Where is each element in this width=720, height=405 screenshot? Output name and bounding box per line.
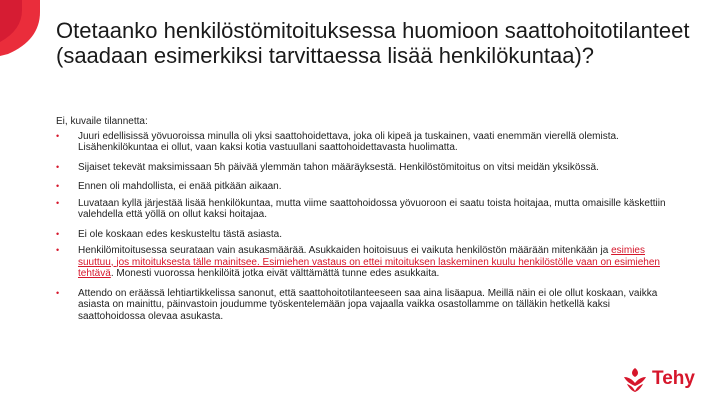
- list-item: [56, 181, 676, 193]
- bullet-marker: •: [56, 161, 60, 172]
- list-item-text: Ennen oli mahdollista, ei enää pitkään aikaan.: [78, 181, 282, 192]
- list-item: [56, 245, 676, 280]
- list-item: [56, 229, 676, 241]
- list-item-text-before: Henkilömitoitusessa seurataan vain asukasmäärää. Asukkaiden hoitoisuus ei vaikuta henkilöstön määrään mitenkään ja: [78, 245, 612, 256]
- bullet-marker: •: [56, 130, 60, 141]
- corner-decoration: [0, 0, 40, 56]
- tehy-emblem-icon: [622, 367, 648, 393]
- list-item-text: Sijaiset tekevät maksimissaan 5h päivää ylemmän tahon määräyksestä. Henkilöstömitoitus on vitsi meidän yksikössä.: [78, 161, 599, 173]
- bullet-marker: •: [56, 228, 60, 239]
- tehy-logo: [622, 366, 702, 394]
- slide-title: Otetaanko henkilöstömitoituksessa huomioon saattohoitotilanteet (saadaan esimerkiksi tarvittaessa lisää henkilökuntaa)?: [56, 18, 690, 68]
- bullet-list: [56, 131, 676, 323]
- highlighted-text: esimies suuttuu, jos mitoituksesta tälle mainitsee. Esimiehen vastaus on ettei mitoituksen laskeminen kuulu henkilöstölle vaan on esimiehen tehtävä: [78, 245, 660, 279]
- list-item-text: Ei ole koskaan edes keskusteltu tästä asiasta.: [78, 228, 283, 240]
- bullet-marker: •: [56, 287, 60, 298]
- bullet-marker: •: [56, 245, 60, 255]
- logo-text: Tehy: [652, 368, 695, 389]
- list-item: [56, 131, 676, 154]
- list-item: [56, 198, 676, 221]
- list-item-text-after: . Monesti vuorossa henkilöitä jotka eivät välttämättä tunne edes asukkaita.: [110, 268, 440, 279]
- list-item-text: Attendo on eräässä lehtiartikkelissa sanonut, että saattohoitotilanteeseen saa aina lisäapua. Meillä näin ei ole ollut koskaan, vaikka asiasta on mainittu, päinvastoin joudumme työskentelemään jopa vajaalla vaikka osastollamme on tälläkin hetkellä kaksi saattohoidossa olevaa asukasta.: [78, 287, 658, 322]
- bullet-marker: •: [56, 197, 60, 208]
- list-item: [56, 288, 676, 323]
- slide-content: [56, 116, 676, 330]
- list-item: [56, 162, 676, 174]
- intro-text: Ei, kuvaile tilannetta:: [56, 116, 148, 127]
- bullet-marker: •: [56, 181, 60, 191]
- list-item-text: Juuri edellisissä yövuoroissa minulla oli yksi saattohoidettava, joka oli kipeä ja tuskainen, vaati enemmän vierellä olemista. Lisähenkilökuntaa ei ollut, vaan kaksi kotia vastuullani saattohoidettavasta huolimatta.: [78, 130, 619, 153]
- list-item-text: Luvataan kyllä järjestää lisää henkilökuntaa, mutta viime saattohoidossa yövuoroon ei saatu toista hoitajaa, mutta omaisille käskettiin valehdella että yöllä on ollut kaksi hoitajaa.: [78, 197, 666, 220]
